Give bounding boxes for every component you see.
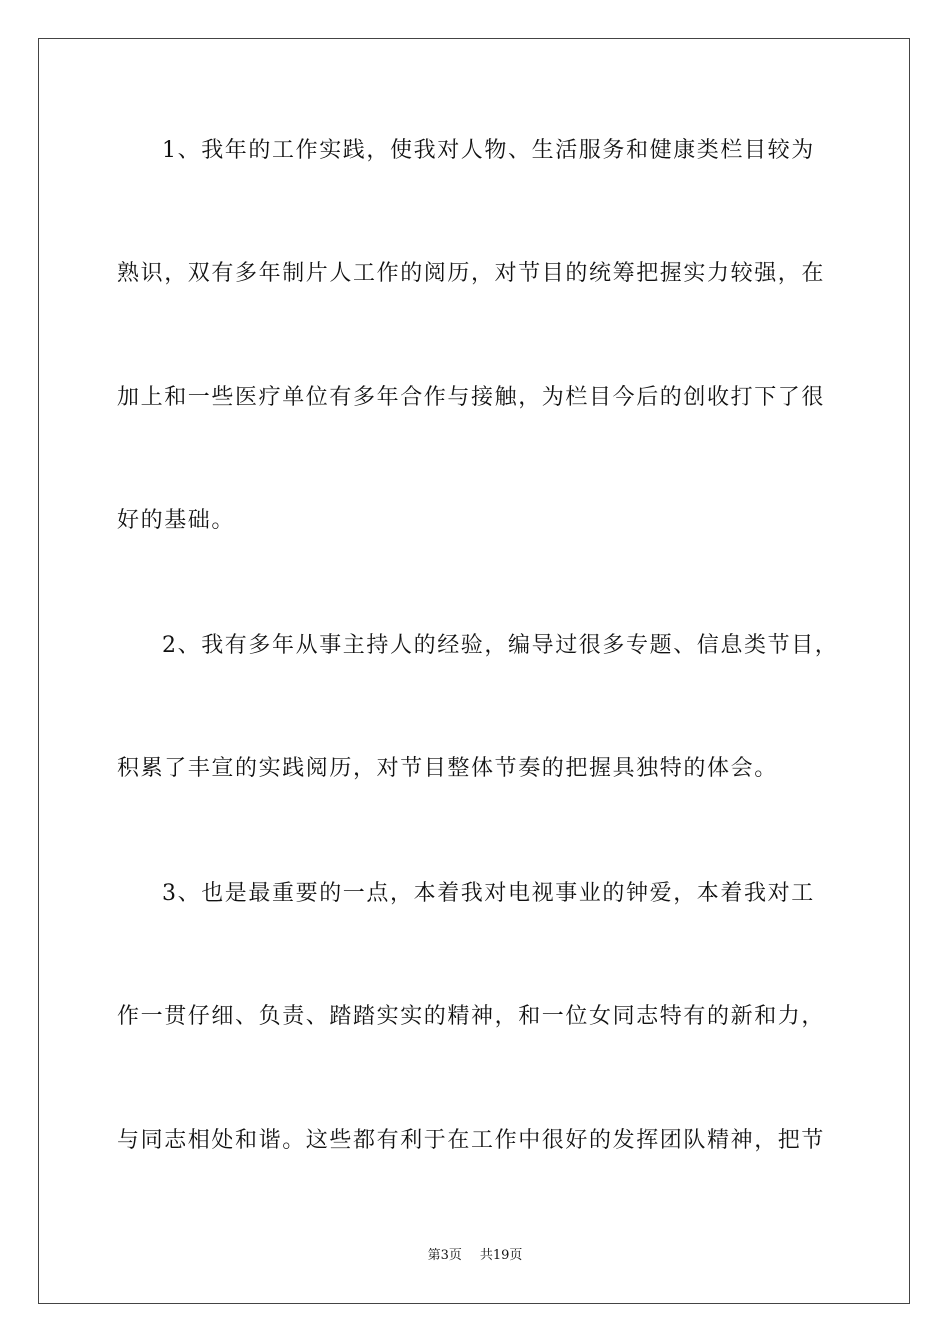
paragraph-3-line-2: 作一贯仔细、负责、踏踏实实的精神，和一位女同志特有的新和力，: [117, 1004, 826, 1029]
page-border: [38, 38, 910, 1304]
paragraph-1-line-1: 1、我年的工作实践，使我对人物、生活服务和健康类栏目较为: [162, 138, 815, 163]
page-footer: [0, 1247, 950, 1265]
page-number: 第3页: [427, 1248, 462, 1263]
paragraph-1-line-2: 熟识，双有多年制片人工作的阅历，对节目的统筹把握实力较强，在: [117, 261, 826, 286]
total-pages: 共19页: [479, 1248, 523, 1263]
paragraph-3-line-1: 3、也是最重要的一点，本着我对电视事业的钟爱，本着我对工: [162, 881, 815, 906]
paragraph-2-line-2: 积累了丰宣的实践阅历，对节目整体节奏的把握具独特的体会。: [117, 756, 778, 781]
paragraph-3-line-3: 与同志相处和谐。这些都有利于在工作中很好的发挥团队精神，把节: [117, 1128, 826, 1153]
paragraph-1-line-4: 好的基础。: [117, 508, 236, 533]
paragraph-2-line-1: 2、我有多年从事主持人的经验，编导过很多专题、信息类节目，: [162, 633, 839, 658]
paragraph-1-line-3: 加上和一些医疗单位有多年合作与接触，为栏目今后的创收打下了很: [117, 385, 826, 410]
